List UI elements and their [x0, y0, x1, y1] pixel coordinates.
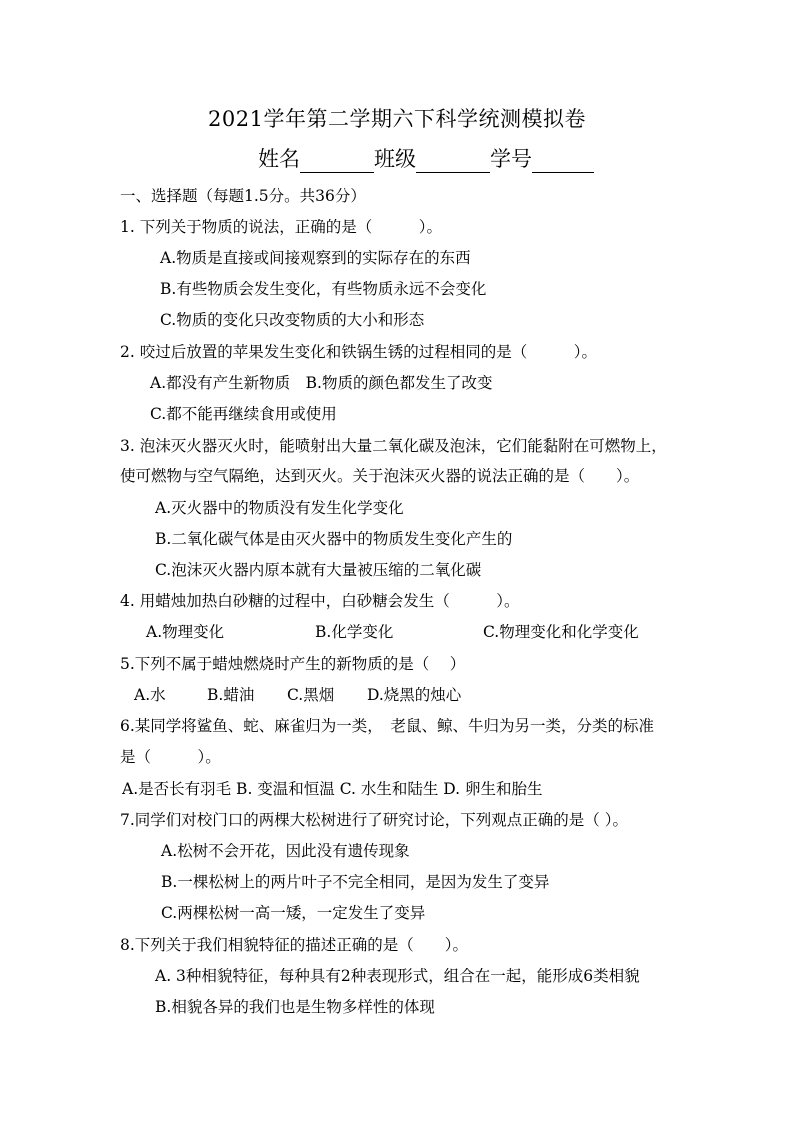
q7-option-a: A.松树不会开花，因此没有遗传现象 [161, 842, 410, 860]
q2-stem: 2. 咬过后放置的苹果发生变化和铁锅生锈的过程相同的是（ ）。 [120, 343, 597, 361]
q3-option-c: C.泡沫灭火器内原本就有大量被压缩的二氧化碳 [155, 561, 482, 579]
q6-options: A.是否长有羽毛 B. 变温和恒温 C. 水生和陆生 D. 卵生和胎生 [122, 780, 543, 798]
q1-stem: 1. 下列关于物质的说法，正确的是（ ）。 [120, 218, 442, 236]
q3-option-b: B.二氧化碳气体是由灭火器中的物质发生变化产生的 [155, 530, 513, 548]
q1-option-a: A.物质是直接或间接观察到的实际存在的东西 [160, 249, 471, 267]
q5-option-a: A.水 [134, 686, 166, 704]
q8-option-b: B.相貌各异的我们也是生物多样性的体现 [155, 998, 435, 1016]
q2-option-c: C.都不能再继续食用或使用 [150, 405, 337, 423]
section-heading: 一、选择题（每题1.5分。共36分） [120, 187, 366, 205]
class-blank[interactable] [416, 150, 490, 173]
q1-option-b: B.有些物质会发生变化，有些物质永远不会变化 [160, 280, 487, 298]
q7-option-b: B.一棵松树上的两片叶子不完全相同，是因为发生了变异 [161, 873, 550, 891]
q5-option-b: B.蜡油 [207, 686, 255, 704]
q6-stem-line1: 6.某同学将鲨鱼、蛇、麻雀归为一类， 老鼠、鲸、牛归为另一类，分类的标准 [120, 717, 655, 735]
class-label: 班级 [374, 147, 416, 171]
q3-stem-line2: 使可燃物与空气隔绝，达到灭火。关于泡沫灭火器的说法正确的是（ ）。 [120, 467, 640, 485]
name-blank[interactable] [300, 150, 374, 173]
exam-title: 2021学年第二学期六下科学统测模拟卷 [208, 107, 586, 131]
q1-option-c: C.物质的变化只改变物质的大小和形态 [160, 311, 425, 329]
q8-stem: 8.下列关于我们相貌特征的描述正确的是（ ）。 [120, 936, 469, 954]
q8-option-a: A. 3种相貌特征，每种具有2种表现形式，组合在一起，能形成6类相貌 [155, 967, 640, 985]
q5-stem: 5.下列不属于蜡烛燃烧时产生的新物质的是（ ） [120, 655, 466, 673]
q7-stem: 7.同学们对校门口的两棵大松树进行了研究讨论，下列观点正确的是（ ）。 [120, 811, 628, 829]
name-label: 姓名 [258, 147, 300, 171]
q2-options-ab: A.都没有产生新物质 B.物质的颜色都发生了改变 [150, 374, 493, 392]
q4-option-c: C.物理变化和化学变化 [483, 623, 639, 641]
q3-stem-line1: 3. 泡沫灭火器灭火时，能喷射出大量二氧化碳及泡沫，它们能黏附在可燃物上， [120, 437, 667, 455]
q4-option-a: A.物理变化 [146, 623, 225, 641]
q3-option-a: A.灭火器中的物质没有发生化学变化 [155, 499, 404, 517]
student-info-line [258, 143, 594, 173]
id-blank[interactable] [532, 150, 594, 173]
q7-option-c: C.两棵松树一高一矮，一定发生了变异 [161, 904, 426, 922]
id-label: 学号 [490, 147, 532, 171]
q5-option-c: C.黑烟 [287, 686, 335, 704]
q4-option-b: B.化学变化 [315, 623, 394, 641]
q6-stem-line2: 是（ ）。 [120, 748, 221, 766]
q4-stem: 4. 用蜡烛加热白砂糖的过程中，白砂糖会发生（ ）。 [120, 592, 520, 610]
q5-option-d: D.烧黑的烛心 [367, 686, 462, 704]
